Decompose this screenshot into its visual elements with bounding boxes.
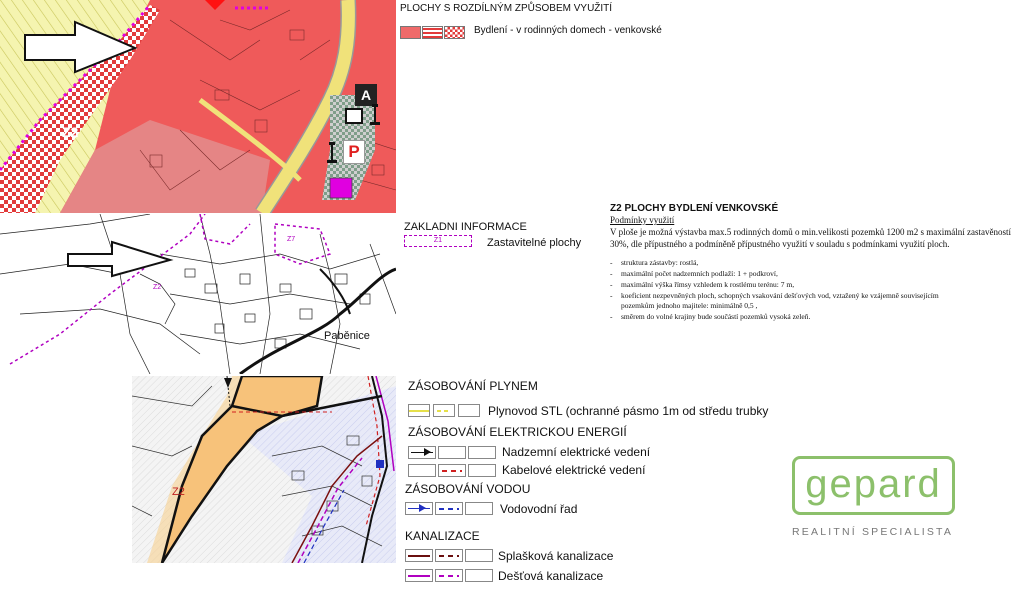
conditions-paragraph: V ploše je možná výstavba max.5 rodinných domů o min.velikosti pozemků 1200 m2 s maximální zastavěností 30%, dle přípustného a podmíněně přípustného využití v souladu s podmínkami využití ploch. [610, 227, 1012, 249]
swatch-sewer-2a [405, 569, 433, 582]
legend-swatch-check-red [444, 26, 465, 39]
map-bottom [132, 376, 396, 563]
zakladni-swatch [404, 235, 472, 247]
map-middle [0, 214, 396, 374]
legend-sewer-item-2: Dešťová kanalizace [498, 569, 604, 583]
legend-top-item: Bydlení - v rodinných domech - venkovské [474, 25, 662, 36]
swatch-sewer-2b [435, 569, 463, 582]
swatch-sewer-1c [465, 549, 493, 562]
zone-label-z2-bottom: Z2 [172, 486, 185, 498]
swatch-sewer-1a [405, 549, 433, 562]
swatch-elec-1a [408, 446, 436, 459]
zone-label-z2-top: Z2 [62, 124, 79, 140]
legend-swatch-grid-red [422, 26, 443, 39]
legend-gas-item: Plynovod STL (ochranné pásmo 1m od středu trubky [488, 404, 769, 418]
bus-icon [345, 108, 363, 124]
list-item: - směrem do volné krajiny bude součástí pozemků vysoká zeleň. [610, 312, 811, 321]
legend-swatch-solid-red [400, 26, 421, 39]
swatch-water-2 [435, 502, 463, 515]
pedestrian-icon-2 [327, 142, 337, 164]
legend-elec-title: ZÁSOBOVÁNÍ ELEKTRICKOU ENERGIÍ [408, 425, 627, 439]
legend-elec-item-2: Kabelové elektrické vedení [502, 463, 646, 477]
logo-tagline: REALITNÍ SPECIALISTA [792, 526, 954, 538]
parking-letter: P [348, 142, 360, 161]
legend-water-title: ZÁSOBOVÁNÍ VODOU [405, 482, 531, 496]
legend-sewer-title: KANALIZACE [405, 529, 480, 543]
zone-label-z7-middle: Z7 [287, 236, 296, 243]
swatch-elec-1c [468, 446, 496, 459]
list-item: - koeficient nezpevněných ploch, schopných vsakování dešťových vod, vztažený ke vzájemně souvisejícím pozemkům jednoho majitele: minimálně 0,5 , [610, 291, 939, 310]
conditions-subtitle: Podmínky využití [610, 215, 675, 225]
swatch-sewer-1b [435, 549, 463, 562]
place-label-pabenice: Paběnice [324, 330, 370, 342]
legend-sewer-item-1: Splašková kanalizace [498, 549, 614, 563]
swatch-elec-1b [438, 446, 466, 459]
zakladni-title: ZAKLADNI INFORMACE [404, 221, 527, 233]
list-item: - maximální počet nadzemních podlaží: 1 + podkroví, [610, 269, 778, 278]
swatch-water-3 [465, 502, 493, 515]
swatch-water-1 [405, 502, 433, 515]
list-item: - maximální výška římsy vzhledem k rostlému terénu: 7 m, [610, 280, 795, 289]
logo-brand: gepard [805, 462, 942, 506]
swatch-gas-1 [408, 404, 430, 417]
legend-water-item: Vodovodní řad [500, 502, 578, 516]
swatch-elec-2b [438, 464, 466, 477]
legend-gas-title: ZÁSOBOVÁNÍ PLYNEM [408, 379, 538, 393]
conditions-title: Z2 PLOCHY BYDLENÍ VENKOVSKÉ [610, 203, 779, 214]
legend-top-title: PLOCHY S ROZDÍLNÝM ZPŮSOBEM VYUŽITÍ [400, 3, 613, 14]
swatch-elec-2a [408, 464, 436, 477]
parking-icon [343, 140, 365, 164]
swatch-gas-2 [433, 404, 455, 417]
map-top [0, 0, 396, 213]
pedestrian-icon [370, 104, 380, 126]
legend-elec-item-1: Nadzemní elektrické vedení [502, 445, 651, 459]
zone-label-z2-middle: Z2 [153, 284, 162, 291]
conditions-block [610, 203, 1015, 323]
zakladni-item: Zastavitelné plochy [487, 237, 582, 249]
swatch-elec-2c [468, 464, 496, 477]
swatch-sewer-2c [465, 569, 493, 582]
swatch-gas-3 [458, 404, 480, 417]
list-item: - struktura zástavby: rostlá, [610, 258, 699, 267]
conditions-list [610, 258, 1015, 322]
bus-stop-icon: A [355, 84, 377, 106]
zakladni-swatch-code: Z1 [433, 237, 443, 244]
gepard-logo [792, 456, 955, 515]
